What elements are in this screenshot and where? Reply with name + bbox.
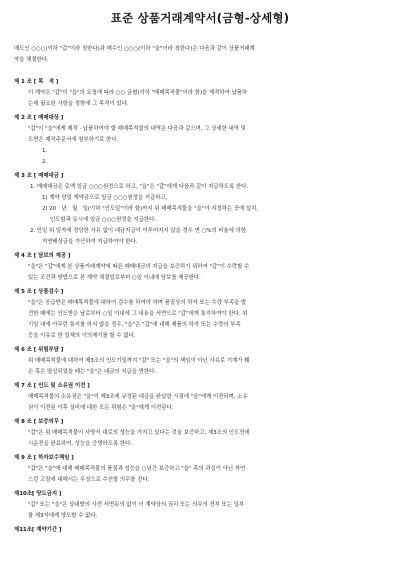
article-text-line: 권이 이전된 이후 설비에 대한 모든 위험은 "을"에게 이전된다. (28, 405, 174, 411)
article-text-line: "갑"은 위 매매목적물이 사양서 대로의 성능을 가지고 있다는 것을 보증하고, 제3조의 인도전에 (28, 430, 250, 436)
article-text-line: 견한 때에는 인도받은 날로부터 ○일 이내에 그 내용을 서면으로 "갑"에게 통지하여야 한다. 위 (28, 311, 248, 317)
article-text-line: 기일 내에 아무런 통지를 하지 않을 경우, "을"은 "갑"에 대해 제품의 하자 또는 수량의 부족 (28, 322, 241, 328)
article-heading: 제 8 조 [ 보증의무 ] (14, 419, 64, 425)
intro-line: 매도인 ○○○(이하 "갑"이라 칭한다)과 매수인 ○○○(이하 "을"이라 칭한다)은 다음과 같이 상품거래계 (14, 46, 255, 52)
article-text-line: 를 제3자에게 양도할 수 없다. (28, 513, 98, 519)
article-heading: 제 3 조 [ 매매대금 ] (14, 173, 64, 179)
article (14, 113, 388, 168)
article (14, 453, 388, 486)
article (14, 77, 388, 110)
intro-line: 약을 체결한다. (14, 57, 49, 63)
article (14, 525, 388, 536)
article (14, 287, 388, 342)
article-list-item: 1. 매매대금은 총액 일금 ○○○원정으로 하고, "을"은 "갑"에게 다음과 같이 지급하도록 한다. (30, 184, 249, 190)
article-text-line: 있는 조건과 방법으로 본 계약 체결일로부터 ○일 이내에 담보를 제공한다. (28, 275, 201, 281)
article-heading: 제 2 조 [ 매매대상 ] (14, 115, 64, 121)
article-list-item: 2. 만일 위 일자에 정당한 사유 없이 대금지급이 이루어지지 않을 경우 연 ○%의 비율에 의한 (30, 228, 247, 234)
article-heading: 제 9 조 [ 하자보수책임 ] (14, 455, 74, 461)
article-heading: 제11조[ 계약기간 ] (14, 527, 62, 533)
article-text-line: 손 혹은 멸실되었을 때는 "을"은 대금의 지급을 면한다. (28, 369, 157, 375)
article-text-line: 는데 필요한 사항을 정함에 그 목적이 있다. (28, 101, 129, 107)
article-text-line: "을"은 공급받은 매매목적물에 대하여 검수를 하여야 하며 품질상의 하자 또는 수량 부족을 발 (28, 300, 247, 306)
article-list-item: 1. (42, 148, 48, 154)
article-heading: 제 7 조 [ 인도 및 소유권 이전 ] (14, 383, 90, 389)
article-list-item: 2) 20 년 월 일(이하 "인도일"이라 함)까지 위 매매목적물을 "을"이 지정하는 곳에 설치, (42, 206, 259, 212)
article-text-line: 이 계약은 "갑"이 "을"의 요청에 따라 ○○ 금형(이하 "매매목적물"이라 함)을 제작하여 납품하 (28, 90, 248, 96)
document-title: 표준 상품거래계약서(금형-상세형) (110, 11, 290, 25)
article-heading: 제 6 조 [ 위험부담 ] (14, 347, 64, 353)
article-text-line: "갑"이 "을"에게 제작 · 납품하여야 할 매매목적물의 내역은 다음과 같으며, 그 상세한 내역 및 (28, 126, 246, 132)
article-text-line: "갑" 또는 "을"은 상대방의 사전 서면동의 없이 이 계약상의 권리 또는 의무의 전부 또는 일부 (28, 502, 245, 508)
article-text-line: 매매목적물의 소유권은 "을"이 제3조에 규정된 대금을 완납한 시점에 "을"에게 이전되며, 소유 (28, 394, 248, 400)
article-list-item: 2. (42, 159, 48, 165)
article-text-line: "을"은 "갑"에게 본 상품거래계약에 따른 매매대금의 지급을 보증하기 위하여 "갑"이 수락할 수 (28, 264, 250, 270)
document-body (14, 44, 388, 539)
article-list-item: 지연배상금을 가산하여 지급하여야 한다. (42, 239, 138, 245)
article-list (14, 77, 388, 536)
article (14, 489, 388, 522)
intro-paragraph (14, 44, 388, 66)
article-list-item: 1) 계약 당일 계약금으로 일금 ○○○원정을 지급하고, (42, 195, 168, 201)
article-heading: 제10조[ 양도금지 ] (14, 491, 62, 497)
article-text-line: 시운전을 완료하여, 성능을 증명하도록 한다. (28, 441, 133, 447)
article-text-line: 도면은 제작주문서에 첨부하기로 한다. (28, 137, 119, 143)
article (14, 417, 388, 450)
article-heading: 제 4 조 [ 담보의 제공 ] (14, 253, 71, 259)
article-text-line: 등을 이유로 한 일체의 이의제기를 할 수 없다. (28, 333, 136, 339)
article (14, 251, 388, 284)
article (14, 171, 388, 248)
article-list-item: 인도함과 동시에 일금 ○○○원정을 지급한다. (50, 217, 156, 223)
article-text-line: 위 매매목적물에 대하여 제3조의 인도기일까지 "갑" 또는 "을"의 책임이 아닌 사유로 기계가 훼 (28, 358, 250, 364)
article-heading: 제 1 조 [ 목 적 ] (14, 79, 59, 85)
article-text-line: 스런 고장에 대해서는 무상으로 수선할 의무를 진다. (28, 477, 150, 483)
article-heading: 제 5 조 [ 상품검수 ] (14, 289, 64, 295)
article (14, 345, 388, 378)
article-text-line: "갑"은 "을"에 대해 매매목적물의 품질과 성능을 ○년간 보증하고 "을" 측의 과실이 아닌 자연 (28, 466, 246, 472)
article (14, 381, 388, 414)
